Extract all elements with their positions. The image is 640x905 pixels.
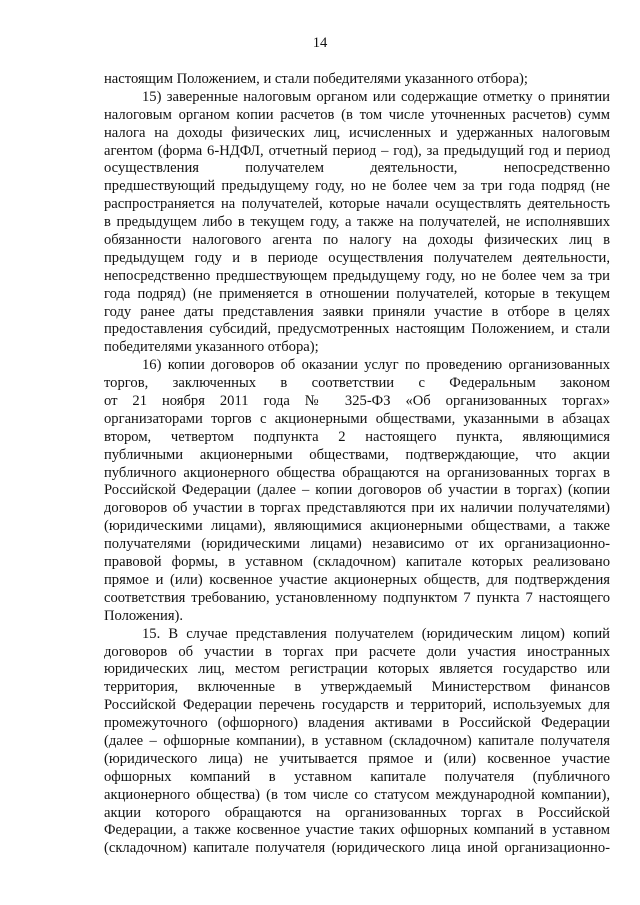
text-line: Российской Федерации (далее – копии договоров об участии в торгах) (копии <box>104 482 610 499</box>
text-line: 16) копии договоров об оказании услуг по проведению организованных <box>142 357 610 374</box>
text-line: агентом (форма 6-НДФЛ, отчетный период – год), за предыдущий год и период <box>104 142 610 159</box>
text-line: в предыдущем либо в текущем году, а также на получателей, не исполнявших <box>104 214 610 231</box>
text-line: (юридическими лицами), являющимися акционерными обществами, а также <box>104 518 610 535</box>
text-line: от 21 ноября 2011 года № 325-ФЗ «Об организованных торгах» <box>104 393 610 410</box>
text-line: обязанности налогового агента по налогу на доходы физических лиц в <box>104 232 610 249</box>
text-line: торгов, заключенных в соответствии с Федеральным законом <box>104 375 610 392</box>
text-line: налоговым органом копии расчетов (в том числе уточненных расчетов) сумм <box>104 106 610 123</box>
text-line: прямое и (или) косвенное участие акционерных обществ, для подтверждения <box>104 571 610 588</box>
text-line: промежуточного (офшорного) владения активами в Российской Федерации <box>104 715 610 732</box>
text-line: акционерного общества) (в том числе со статусом международной компании), <box>104 786 610 803</box>
text-line: 15. В случае представления получателем (юридическим лицом) копий <box>142 625 610 642</box>
text-line: осуществления получателем деятельности, непосредственно <box>104 160 610 177</box>
text-line: втором, четвертом подпункта 2 настоящего пункта, являющимися <box>104 428 610 445</box>
text-line: предыдущем году и в периоде осуществления получателем деятельности, <box>104 249 610 266</box>
text-line: Российской Федерации перечень государств и территорий, используемых для <box>104 697 610 714</box>
text-line: году ранее даты представления заявки приняли участие в отборе в целях <box>104 303 610 320</box>
text-line: договоров об участии в торгах представляются при их наличии получателями) <box>104 500 610 517</box>
text-line: распространяется на получателей, которые начали осуществлять деятельность <box>104 196 610 213</box>
text-line: победителями указанного отбора); <box>104 339 319 356</box>
text-line: договоров об участии в торгах при расчете доли участия иностранных <box>104 643 610 660</box>
text-line: (складочном) капитале получателя (юридического лица иной организационно- <box>104 840 610 857</box>
text-line: юридических лиц, местом регистрации которых является государство или <box>104 661 610 678</box>
text-line: 15) заверенные налоговым органом или содержащие отметку о принятии <box>142 88 610 105</box>
text-line: налога на доходы физических лиц, исчисленных и удержанных налоговым <box>104 124 610 141</box>
text-line: настоящим Положением, и стали победителями указанного отбора); <box>104 71 528 87</box>
text-line: предоставления субсидий, предусмотренных настоящим Положением, и стали <box>104 321 610 338</box>
text-line: (юридического лица) не учитывается прямое и (или) косвенное участие <box>104 750 610 767</box>
text-line: Федерации, а также косвенное участие таких офшорных компаний в уставном <box>104 822 610 839</box>
document-body <box>104 71 610 858</box>
text-line: соответствия требованию, установленному подпунктом 7 пункта 7 настоящего <box>104 589 610 606</box>
text-line: офшорных компаний в уставном капитале получателя (публичного <box>104 768 610 785</box>
text-line: предшествующий предыдущему году, но не более чем за три года подряд (не <box>104 178 610 195</box>
text-line: территория, включенные в утверждаемый Министерством финансов <box>104 679 610 696</box>
text-line: получателями (юридическими лицами) независимо от их организационно- <box>104 536 610 553</box>
text-line: (далее – офшорные компании), в уставном (складочном) капитале получателя <box>104 732 610 749</box>
text-line: Положения). <box>104 607 184 624</box>
text-line: акции которого обращаются на организованных торгах в Российской <box>104 804 610 821</box>
text-line: правовой формы, в уставном (складочном) капитале которых реализовано <box>104 554 610 571</box>
text-line: публичного акционерного общества обращаются на организованных торгах в <box>104 464 610 481</box>
text-line: непосредственно предшествующем предыдущему году, но не более чем за три <box>104 267 610 284</box>
text-line: организаторами торгов с акционерными обществами, указанными в абзацах <box>104 410 610 427</box>
text-line: публичными акционерными обществами, подтверждающие, что акции <box>104 446 610 463</box>
page-number: 14 <box>312 35 328 51</box>
text-line: года подряд) (не применяется в отношении получателей, которые в текущем <box>104 285 610 302</box>
